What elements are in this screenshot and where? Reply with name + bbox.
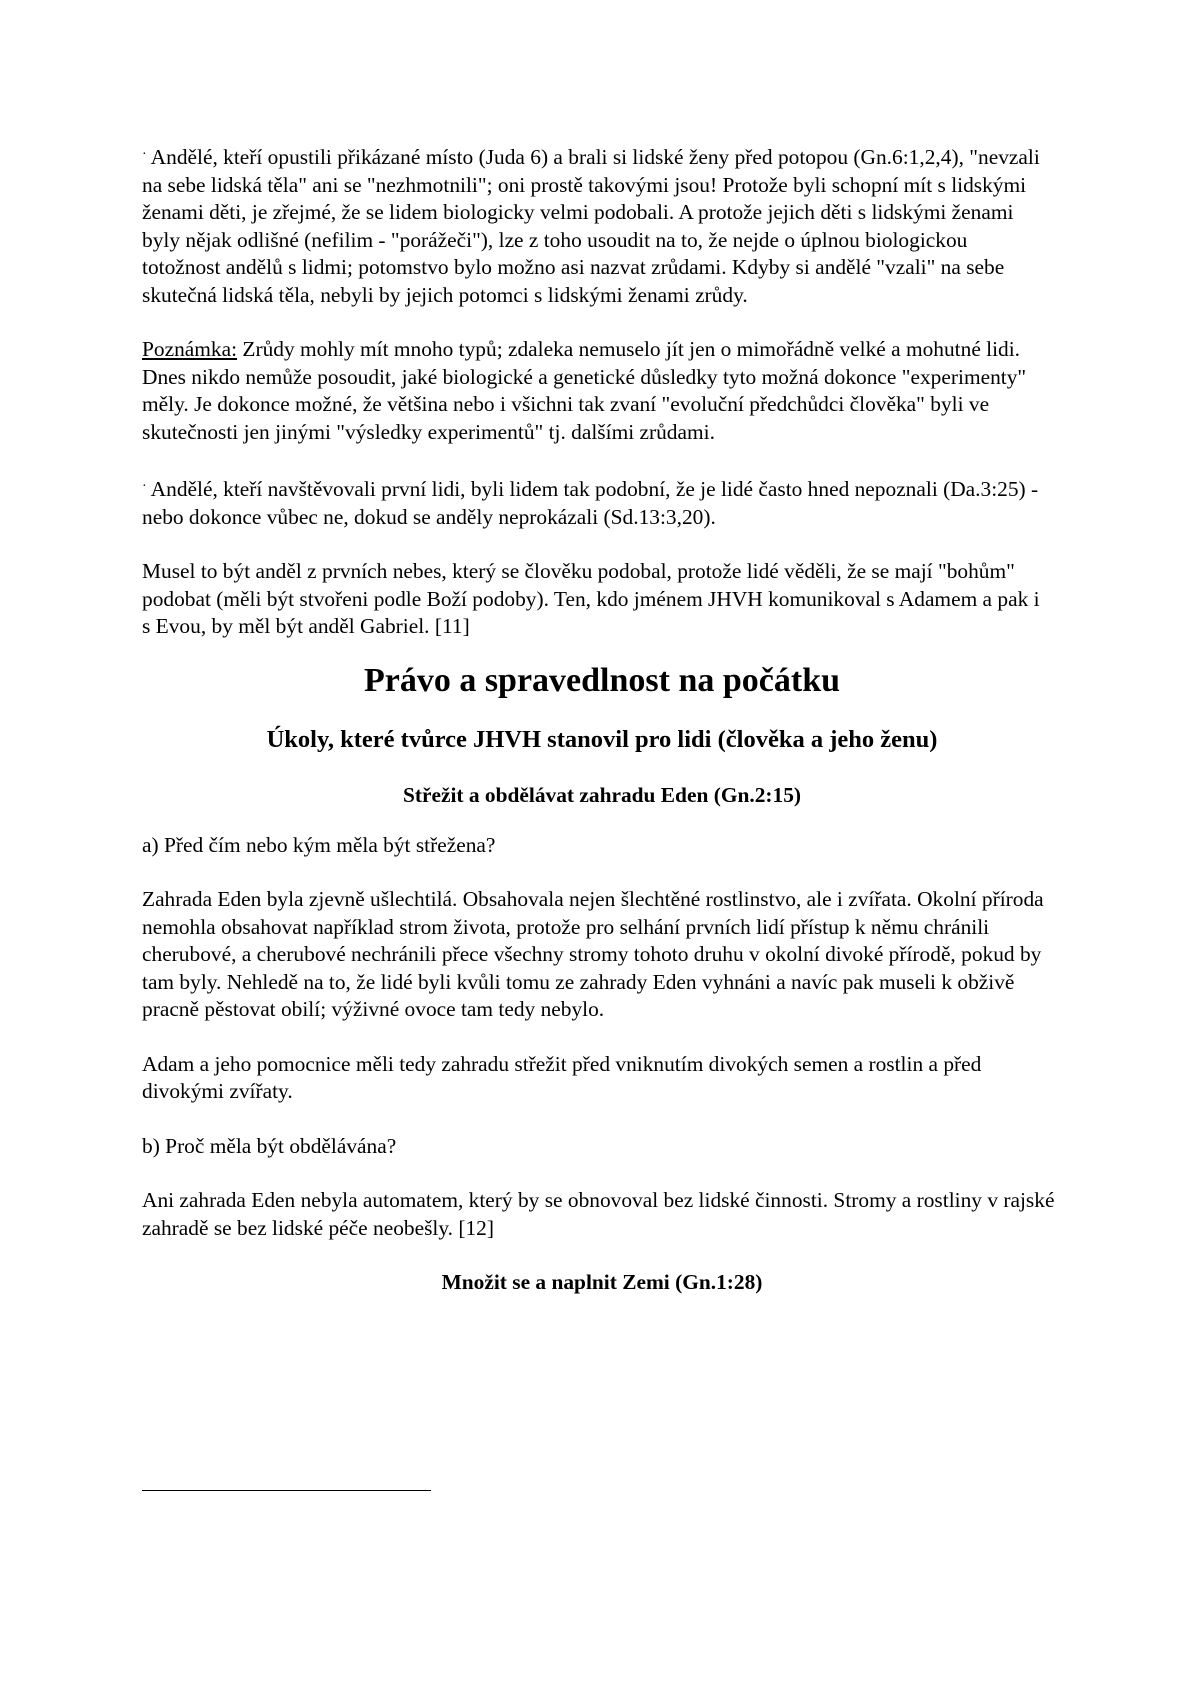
subsection-heading: Úkoly, které tvůrce JHVH stanovil pro lidi (člověka a jeho ženu): [266, 725, 938, 753]
topic-heading-multiply: Množit se a naplnit Zemi (Gn.1:28): [441, 1270, 763, 1294]
section-heading: Právo a spravedlnost na počátku: [363, 661, 841, 699]
document-body: [142, 141, 1062, 1296]
footnote-separator: [142, 1490, 431, 1491]
paragraph-eden: Zahrada Eden byla zjevně ušlechtilá. Obsahovala nejen šlechtěné rostlinstvo, ale i zvířata. Okolní příroda nemohla obsahovat například strom života, protože pro selhání prvních lidí přístup k němu chránili cherubové, a cherubové nechránili přece všechny stromy tohoto druhu v okolní divoké přírodě, pokud by tam byly. Nehledě na to, že lidé byli kvůli tomu ze zahrady Eden vyhnáni a navíc pak museli k obživě pracně pěstovat obilí; výživné ovoce tam tedy nebylo.: [142, 887, 1044, 1021]
bullet-icon: ·: [142, 147, 147, 162]
paragraph-cultivate: Ani zahrada Eden nebyla automatem, který by se obnovoval bez lidské činnosti. Stromy a rostliny v rajské zahradě se bez lidské péče neobešly. [12]: [142, 1188, 1055, 1240]
paragraph-guard: Adam a jeho pomocnice měli tedy zahradu střežit před vniknutím divokých semen a rostlin a před divokými zvířaty.: [142, 1051, 982, 1103]
question-a: a) Před čím nebo kým měla být střežena?: [142, 832, 496, 857]
paragraph-angels-visit: [142, 473, 1062, 531]
paragraph-angels-flood: [142, 141, 1047, 309]
bullet-icon: ·: [142, 479, 147, 494]
note-label: Poznámka:: [142, 337, 238, 361]
topic-heading-eden: Střežit a obdělávat zahradu Eden (Gn.2:15): [402, 782, 802, 807]
note-text: Zrůdy mohly mít mnoho typů; zdaleka nemuselo jít jen o mimořádně velké a mohutné lidi. Dnes nikdo nemůže posoudit, jaké biologické a genetické důsledky tyto možná dokonce "experimenty" měly. Je dokonce možné, že většina nebo i všichni tak zvaní "evoluční předchůdci člověka" byli ve skutečnosti jen jinými "výsledky experimentů" tj. dalšími zrůdami.: [142, 337, 1027, 444]
paragraph-text: Andělé, kteří navštěvovali první lidi, byli lidem tak podobní, že je lidé často hned nepoznali (Da.3:25) - nebo dokonce vůbec ne, dokud se anděly neprokázali (Sd.13:3,20).: [142, 477, 1039, 529]
paragraph-gabriel: Musel to být anděl z prvních nebes, který se člověku podobal, protože lidé věděli, že se mají "bohům" podobat (měli být stvořeni podle Boží podoby). Ten, kdo jménem JHVH komunikoval s Adamem a pak i s Evou, by měl být anděl Gabriel. [11]: [142, 559, 1040, 638]
paragraph-text: Andělé, kteří opustili přikázané místo (Juda 6) a brali si lidské ženy před potopou (Gn.6:1,2,4), "nevzali na sebe lidská těla" ani se "nezhmotnili"; oni prostě takovými jsou! Protože byli schopní mít s lidskými ženami děti, je zřejmé, že se lidem biologicky velmi podobali. A protože jejich děti s lidskými ženami byly nějak odlišné (nefilim - "porážeči"), lze z toho usoudit na to, že nejde o úplnou biologickou totožnost andělů s lidmi; potomstvo bylo možno asi nazvat zrůdami. Kdyby si andělé "vzali" na sebe skutečná lidská těla, nebyli by jejich potomci s lidskými ženami zrůdy.: [142, 145, 1040, 307]
paragraph-note: [142, 336, 1042, 446]
question-b: b) Proč měla být obdělávána?: [142, 1133, 397, 1158]
